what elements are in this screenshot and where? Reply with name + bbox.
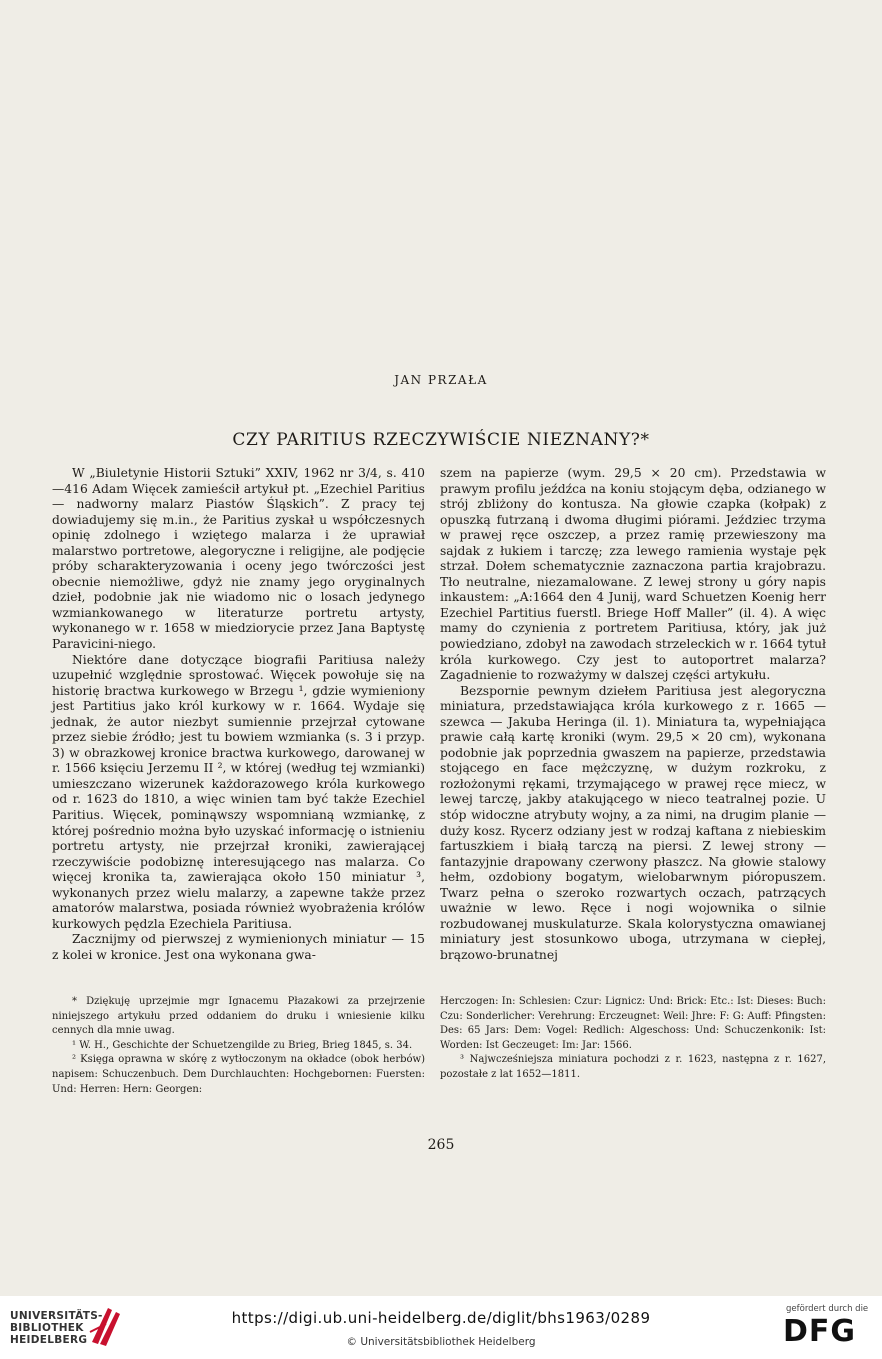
footnote: ³ Najwcześniejsza miniatura pochodzi z r. 1623, następna z r. 1627, pozostałe z lat 1652—1811. <box>440 1054 826 1080</box>
paragraph: W „Biuletynie Historii Sztuki” XXIV, 1962 nr 3/4, s. 410—416 Adam Więcek zamieścił artykuł pt. „Ezechiel Paritius — nadworny malarz Piastów Śląskich”. Z pracy tej dowiadujemy się m.in., że Paritius zyskał u współczesnych opinię zdolnego i wziętego malarza i że uprawiał malarstwo portretowe, alegoryczne i religijne, ale podjęcie próby scharakteryzowania i oceny jego twórczości jest obecnie niemożliwe, gdyż nie znamy jego oryginalnych dzieł, podobnie jak nie wiadomo nic o losach jedynego wzmiankowanego w literaturze portretu artysty, wykonanego w r. 1658 w miedziorycie przez Jana Baptystę Paravicini-niego. <box>52 466 425 652</box>
paragraph: Zacznijmy od pierwszej z wymienionych miniatur — 15 z kolei w kronice. Jest ona wykonana gwa- <box>52 932 425 962</box>
body-column-left <box>52 466 425 964</box>
page-url-link[interactable]: https://digi.ub.uni-heidelberg.de/diglit/bhs1963/0289 <box>231 1309 651 1327</box>
footnote: Herczogen: In: Schlesien: Czur: Lignicz: Und: Brick: Etc.: Ist: Dieses: Buch: Czu: Sonderlicher: Verehrung: Erczeugnet: Weil: Jhre: F: G: Auff: Pfingsten: Des: 65 Jars: Dem: Vogel: Redlich: Algeschoss: Und: Schuczenkonik: Ist: Worden: Ist Geczeuget: Im: Jar: 1566. <box>440 996 826 1051</box>
library-name-line: UNIVERSITÄTS- <box>10 1310 103 1322</box>
funding-note: gefördert durch die <box>786 1304 869 1314</box>
footnotes-left <box>52 995 425 1097</box>
footnote: * Dziękuję uprzejmie mgr Ignacemu Płazakowi za przejrzenie niniejszego artykułu przed oddaniem do druku i wniesienie kilku cennych dla mnie uwag. <box>52 996 425 1037</box>
footnotes-right <box>440 995 826 1083</box>
paragraph: Bezspornie pewnym dziełem Paritiusa jest alegoryczna miniatura, przedstawiająca króla kurkowego z r. 1665 — szewca — Jakuba Heringa (il. 1). Miniatura ta, wypełniająca prawie całą kartę kroniki (wym. 29,5 × 20 cm), wykonana podobnie jak poprzednia gwaszem na papierze, przedstawia stojącego en face mężczyznę, w dużym rozkroku, z rozłożonymi rękami, trzymającego w prawej ręce miecz, w lewej tarczę, jakby atakującego w nieco teatralnej pozie. U stóp widoczne atrybuty wojny, a za nimi, na drugim planie — duży kosz. Rycerz odziany jest w rodzaj kaftana z niebieskim fartuszkiem i białą tarczą na piersi. Z lewej strony — fantazyjnie drapowany czerwony płaszcz. Na głowie stalowy hełm, ozdobiony bogatym, wielobarwnym pióropuszem. Twarz pełna o szeroko rozwartych oczach, patrzących uważnie w lewo. Ręce i nogi wojownika o silnie rozbudowanej muskulaturze. Skala kolorystyczna omawianej miniatury jest stosunkowo uboga, utrzymana w ciepłej, brązowo-brunatnej <box>440 683 826 962</box>
paragraph: Niektóre dane dotyczące biografii Paritiusa należy uzupełnić względnie sprostować. Więcek powołuje się na historię bractwa kurkowego w Brzegu ¹, gdzie wymieniony jest Partitius jako król kurkowy w r. 1664. Wydaje się jednak, że autor niezbyt sumiennie przejrzał cytowane przez siebie źródło; jest tu bowiem wzmianka (s. 3 i przyp. 3) w obrazkowej kronice bractwa kurkowego, darowanej w r. 1566 księciu Jerzemu II ², w której (według tej wzmianki) umieszczano wizerunek każdorazowego króla kurkowego od r. 1623 do 1810, a więc winien tam być także Ezechiel Paritius. Więcek, pominąwszy wspomnianą wzmiankę, z której pośrednio można było uzyskać informację o istnieniu portretu artysty, nie przejrzał kroniki, zawierającej rzeczywiście podobiznę interesującego nas malarza. Co więcej kronika ta, zawierająca około 150 miniatur ³, wykonanych przez wielu malarzy, a zapewne także przez amatorów malarstwa, posiada również wyobrażenia królów kurkowych pędzla Ezechiela Paritiusa. <box>52 652 425 931</box>
footnote: ² Księga oprawna w skórę z wytłoczonym na okładce (obok herbów) napisem: Schuczenbuch. Dem Durchlauchten: Hochgebornen: Fuersten: Und: Herren: Hern: Georgen: <box>52 1054 425 1095</box>
copyright-notice: © Universitätsbibliothek Heidelberg <box>346 1336 536 1348</box>
article-title: CZY PARITIUS RZECZYWIŚCIE NIEZNANY?* <box>232 430 650 450</box>
article-author: JAN PRZAŁA <box>394 373 488 387</box>
paragraph: szem na papierze (wym. 29,5 × 20 cm). Przedstawia w prawym profilu jeźdźca na koniu stojącym dęba, odzianego w strój zbliżony do kontusza. Na głowie czapka (kołpak) z opuszką futrzaną i dwoma długimi piórami. Jeździec trzyma w prawej ręce oszczep, a przez ramię przewieszony ma sajdak z łukiem i tarczę; zza lewego ramienia wystaje pęk strzał. Dołem schematycznie zaznaczona partia krajobrazu. Tło neutralne, niezamalowane. Z lewej strony u góry napis inkaustem: „A:1664 den 4 Junij, ward Schuetzen Koenig herr Ezechiel Partitius fuerstl. Briege Hoff Maller” (il. 4). A więc mamy do czynienia z portretem Paritiusa, który, jak już powiedziano, zdobył na zawodach strzeleckich w r. 1664 tytuł króla kurkowego. Czy jest to autoportret malarza? Zagadnienie to rozważymy w dalszej części artykułu. <box>440 466 826 683</box>
dfg-logo: DFG <box>783 1314 857 1349</box>
footnote: ¹ W. H., Geschichte der Schuetzengilde zu Brieg, Brieg 1845, s. 34. <box>72 1039 413 1051</box>
body-column-right <box>440 466 826 964</box>
page-number: 265 <box>427 1137 455 1153</box>
library-name-line: BIBLIOTHEK <box>10 1322 84 1334</box>
viewer-footer <box>0 1296 882 1359</box>
library-name-line: HEIDELBERG <box>10 1334 88 1346</box>
